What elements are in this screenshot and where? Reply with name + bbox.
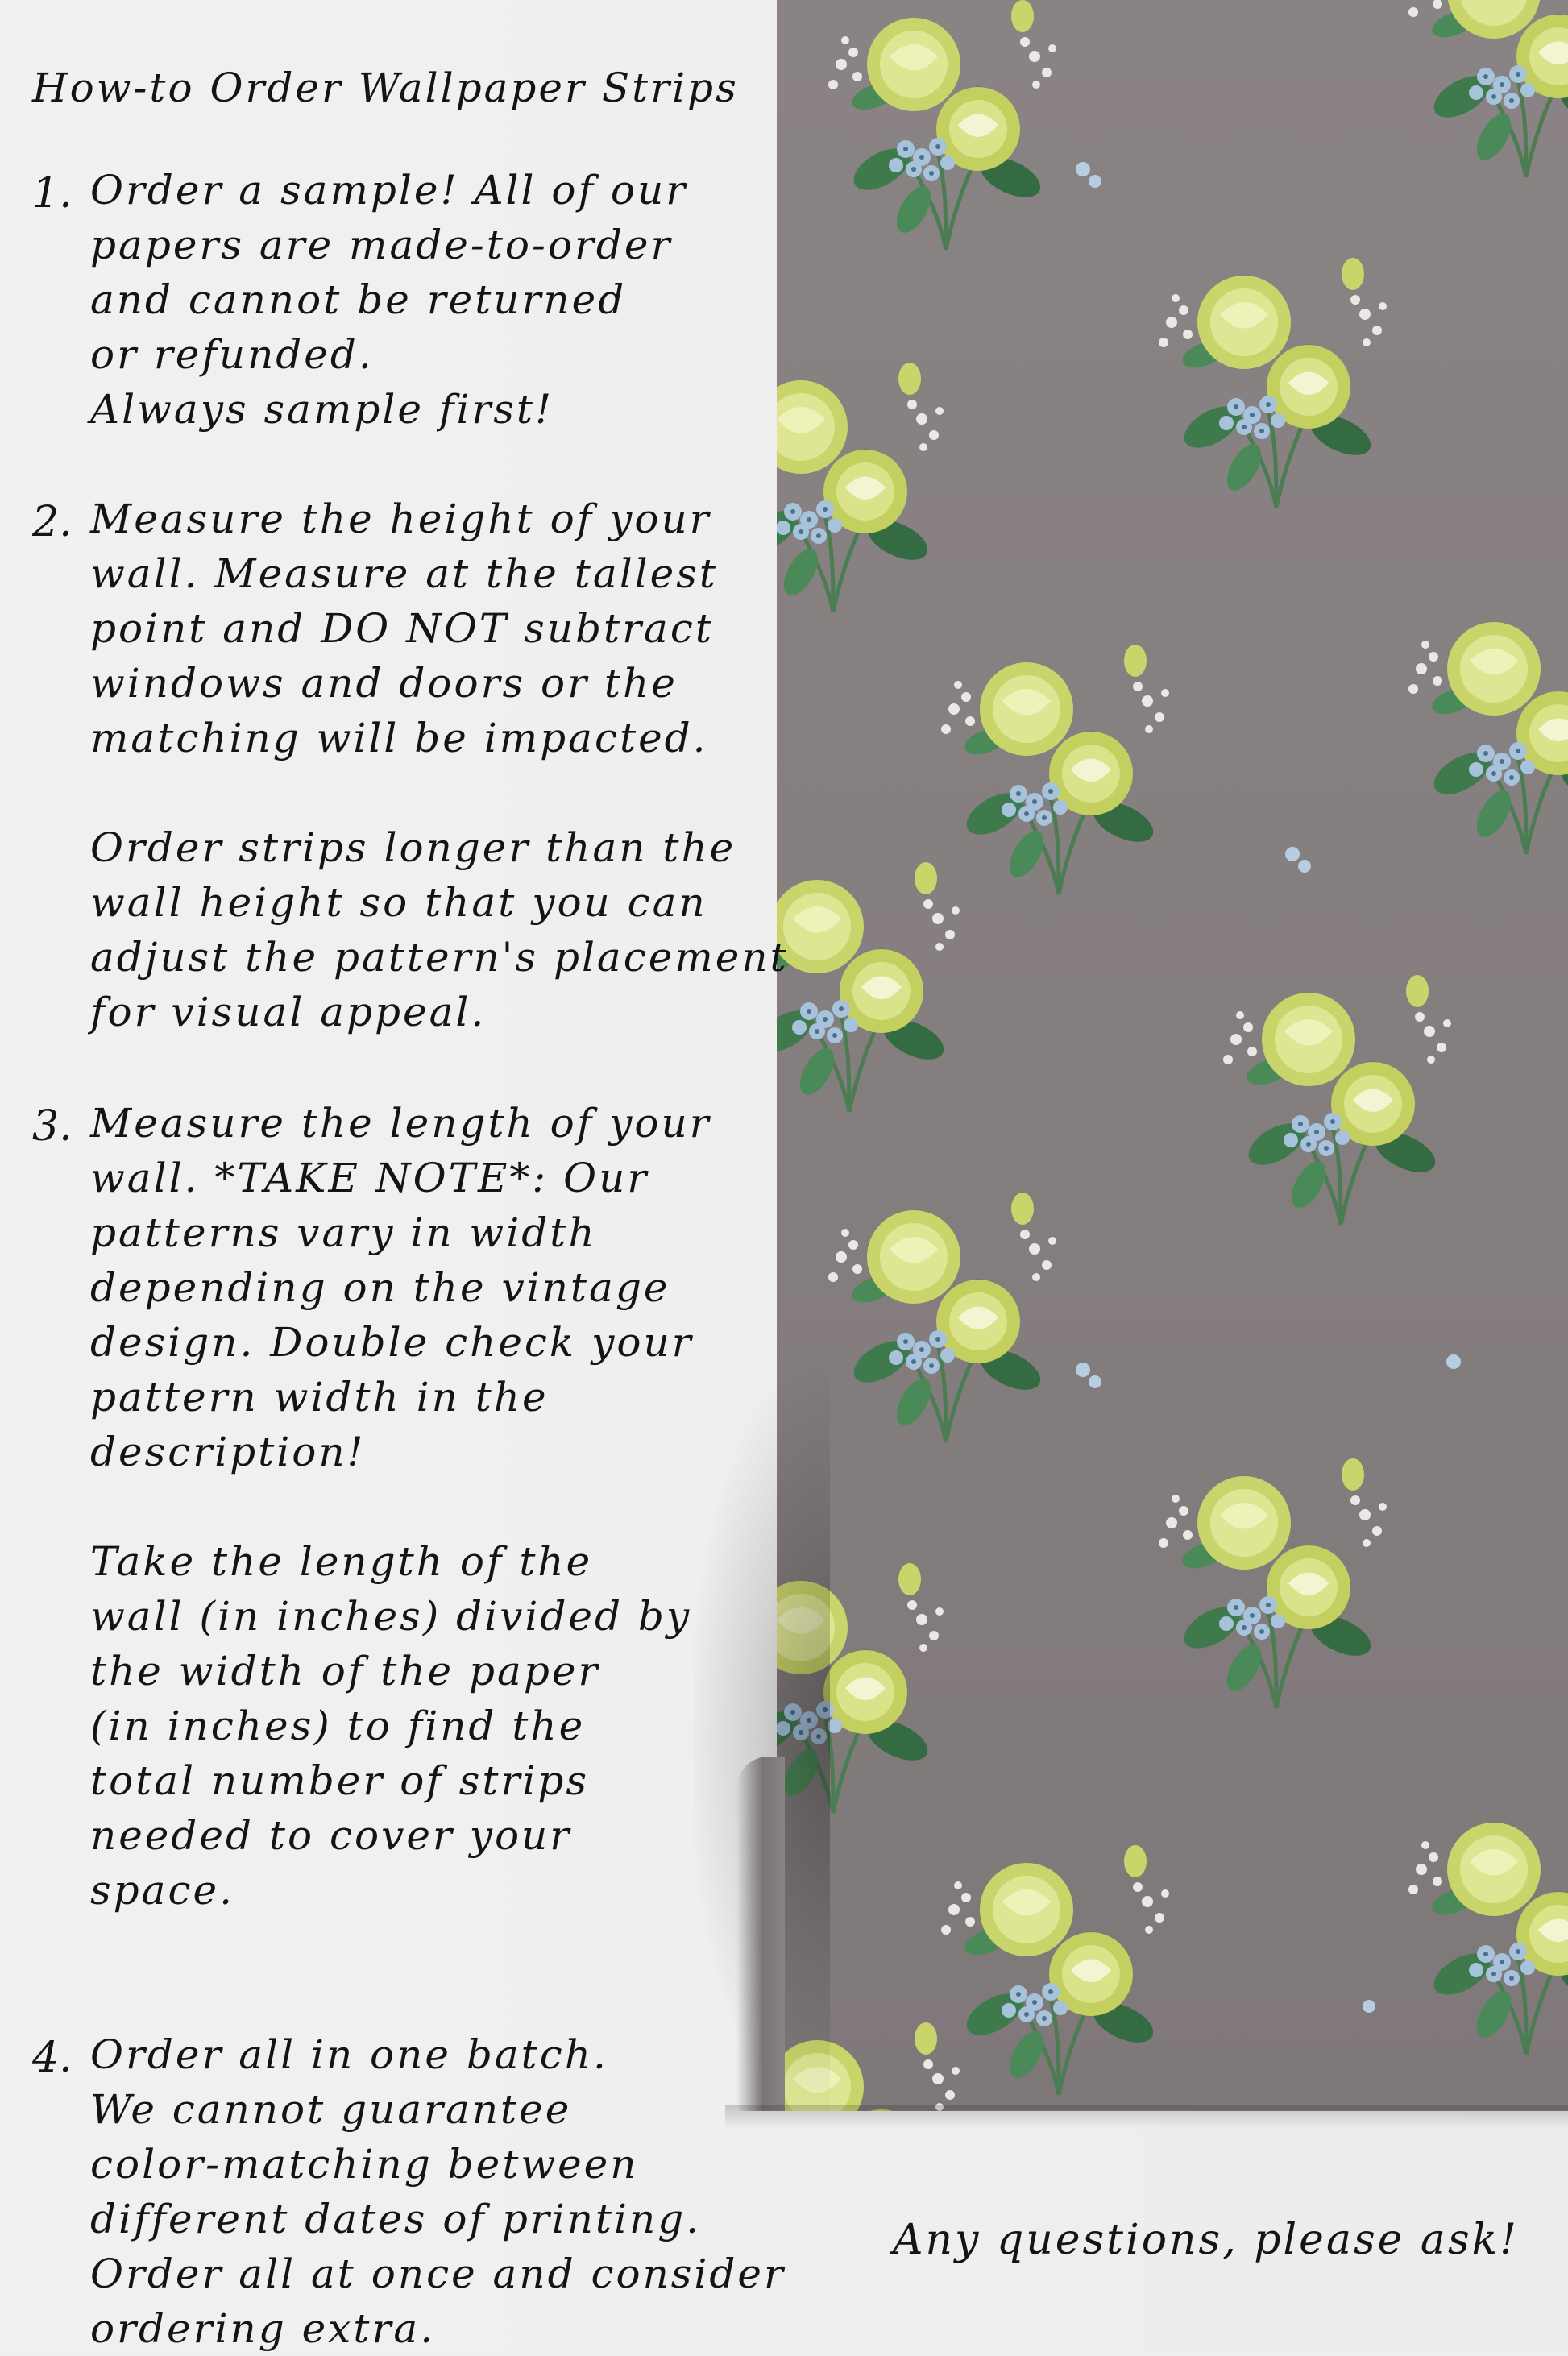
step-line: for visual appeal. [90,989,487,1035]
step-line: description! [90,1429,366,1475]
step-line: pattern width in the [90,1374,549,1421]
step-number: 3. [32,1102,73,1151]
step-line: design. Double check your [90,1319,694,1366]
step-line: wall. Measure at the tallest [90,550,719,597]
step-line: We cannot guarantee [90,2086,572,2133]
step-line: Measure the length of your [90,1100,711,1147]
step-number: 4. [32,2034,73,2082]
step-line: Order a sample! All of our [90,167,688,214]
step-line: wall. *TAKE NOTE*: Our [90,1155,649,1201]
step-line: different dates of printing. [90,2196,702,2242]
step-line: space. [90,1867,234,1914]
step-line: Always sample first! [90,386,554,433]
page-title: How-to Order Wallpaper Strips [32,64,739,111]
step-line: the width of the paper [90,1648,600,1694]
step-line: needed to cover your [90,1812,572,1859]
step-line: wall (in inches) divided by [90,1593,692,1640]
step-line: Measure the height of your [90,496,711,542]
step-line: adjust the pattern's placement [90,934,789,981]
step-number: 1. [32,169,73,218]
step-line: (in inches) to find the [90,1703,586,1749]
step-line: Order strips longer than the [90,824,736,871]
step-line: Take the length of the [90,1538,593,1585]
step-line: Order all at once and consider [90,2250,786,2297]
step-line: depending on the vintage [90,1264,670,1311]
step-line: color-matching between [90,2141,639,2188]
step-line: ordering extra. [90,2305,436,2352]
step-line: and cannot be returned [90,276,627,323]
step-line: matching will be impacted. [90,715,708,761]
strip-bottom-shadow [725,2105,1568,2129]
step-line: windows and doors or the [90,660,678,707]
step-line: papers are made-to-order [90,222,673,268]
step-line: Order all in one batch. [90,2031,608,2078]
wallpaper-strip [777,0,1568,2111]
step-number: 2. [32,498,73,546]
strip-curl [736,1757,785,2111]
step-line: patterns vary in width [90,1209,597,1256]
questions-note: Any questions, please ask! [893,2216,1520,2264]
step-line: wall height so that you can [90,879,707,926]
floral-pattern [777,0,1568,2111]
step-line: point and DO NOT subtract [90,605,714,652]
step-line: total number of strips [90,1757,590,1804]
step-line: or refunded. [90,331,374,378]
